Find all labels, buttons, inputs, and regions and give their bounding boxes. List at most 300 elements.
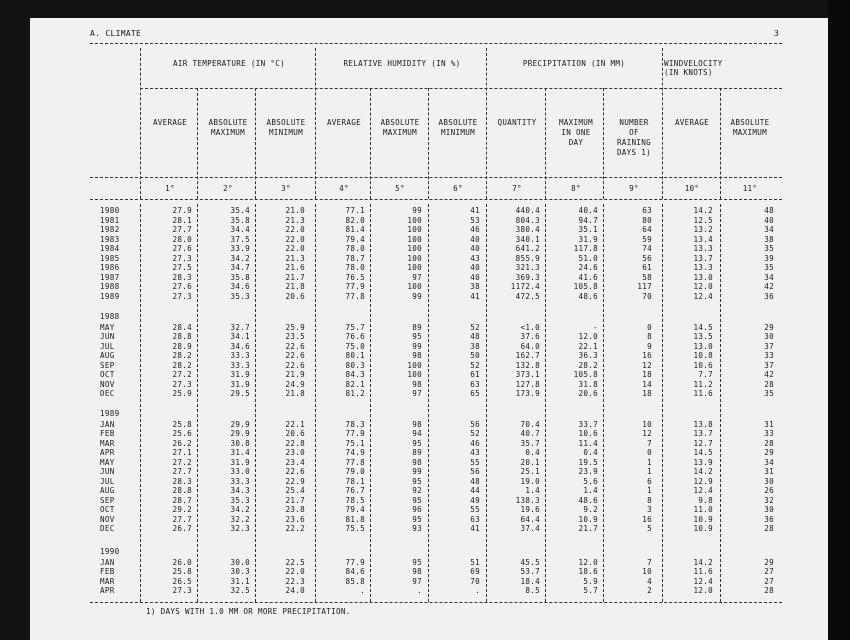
table-cell: 98 (412, 351, 422, 360)
table-cell: 36 (764, 291, 774, 301)
table-cell: 20.6 (285, 429, 305, 438)
table-cell: 34.2 (230, 253, 250, 263)
table-cell: 22.3 (285, 576, 305, 586)
column-header: OF (629, 128, 639, 137)
table-cell: <1.0 (520, 322, 540, 332)
table-cell: 77.9 (345, 429, 365, 438)
table-cell: 23.5 (285, 332, 305, 341)
table-cell: 3 (647, 505, 652, 514)
column-header: AVERAGE (152, 118, 188, 127)
table-cell: 25.9 (285, 322, 305, 332)
table-cell: 9 (647, 341, 652, 351)
table-cell: 14.5 (693, 322, 713, 332)
row-label: JAN (100, 419, 115, 429)
table-cell: 78.0 (345, 244, 365, 253)
table-cell: 76.5 (345, 272, 365, 282)
row-label: MAY (100, 322, 115, 332)
group-header-wind-velocity: WINDVELOCITY (664, 59, 723, 68)
table-cell: 24.0 (285, 586, 305, 595)
table-cell: 13.5 (693, 332, 713, 341)
table-cell: 37.5 (230, 234, 250, 244)
table-cell: 22.6 (285, 341, 305, 351)
table-cell: 22.8 (285, 438, 305, 448)
table-cell: 14.2 (693, 557, 713, 567)
table-cell: 100 (407, 370, 422, 379)
row-label: JUN (100, 332, 115, 341)
table-cell: 5.6 (583, 476, 598, 486)
column-header: MINIMUM (268, 128, 304, 137)
scanner-edge (828, 0, 850, 640)
table-cell: 22.1 (578, 341, 598, 351)
table-cell: 21.8 (285, 282, 305, 291)
table-cell: 25.4 (285, 486, 305, 495)
table-cell: 97 (412, 576, 422, 586)
table-cell: 14.5 (693, 448, 713, 457)
table-cell: 79.0 (345, 467, 365, 476)
table-cell: 37 (764, 360, 774, 370)
table-cell: 26.2 (172, 438, 192, 448)
column-header: AVERAGE (674, 118, 710, 127)
table-cell: 440.4 (515, 206, 540, 215)
table-cell: 380.4 (515, 225, 540, 234)
table-cell: 33.3 (230, 476, 250, 486)
table-cell: 20.6 (285, 291, 305, 301)
table-cell: 25.6 (172, 429, 192, 438)
table-cell: 31.1 (230, 576, 250, 586)
table-cell: 70 (642, 291, 652, 301)
table-cell: 43 (470, 253, 480, 263)
table-cell: 30.8 (230, 438, 250, 448)
table-cell: 13.3 (693, 244, 713, 253)
table-cell: 105.8 (573, 282, 598, 291)
year-heading: 1988 (100, 312, 120, 321)
table-cell: 369.3 (515, 272, 540, 282)
table-cell: 29.9 (230, 429, 250, 438)
table-cell: 95 (412, 332, 422, 341)
table-cell: 25.8 (172, 419, 192, 429)
table-cell: 75.7 (345, 322, 365, 332)
table-cell: 16 (642, 514, 652, 524)
table-cell: 10.8 (693, 351, 713, 360)
table-cell: 41 (470, 291, 480, 301)
table-cell: 23.6 (285, 514, 305, 524)
table-cell: 85.8 (345, 576, 365, 586)
group-header-rule (140, 88, 782, 89)
table-cell: 10.9 (578, 514, 598, 524)
table-cell: 100 (407, 225, 422, 234)
table-cell: 22.6 (285, 351, 305, 360)
table-cell: 27.7 (172, 467, 192, 476)
table-cell: 27.6 (172, 282, 192, 291)
table-cell: 28.7 (172, 495, 192, 505)
table-cell: 21.0 (285, 206, 305, 215)
column-number-rule (90, 199, 782, 200)
table-cell: 31.9 (230, 370, 250, 379)
column-number: 4° (339, 184, 349, 193)
table-cell: 48 (764, 206, 774, 215)
table-cell: 100 (407, 263, 422, 272)
table-cell: 9.8 (698, 495, 713, 505)
table-cell: 31.4 (230, 448, 250, 457)
table-cell: 95 (412, 514, 422, 524)
table-cell: 31.9 (230, 457, 250, 467)
table-cell: 28 (764, 438, 774, 448)
table-cell: 34.7 (230, 263, 250, 272)
table-cell: 100 (407, 360, 422, 370)
table-cell: 41 (470, 206, 480, 215)
table-cell: 19.5 (578, 457, 598, 467)
table-cell: 13.9 (693, 457, 713, 467)
table-cell: 2 (647, 586, 652, 595)
section-title: A. CLIMATE (90, 29, 142, 38)
column-number: 2° (223, 184, 233, 193)
table-cell: 29 (764, 448, 774, 457)
row-label: 1988 (100, 282, 120, 291)
table-cell: 22.0 (285, 244, 305, 253)
column-divider (370, 88, 371, 199)
table-cell: 35.3 (230, 291, 250, 301)
table-cell: 5 (647, 524, 652, 533)
table-cell: 18 (642, 370, 652, 379)
table-cell: 10 (642, 567, 652, 576)
table-cell: 14.2 (693, 206, 713, 215)
table-cell: 82.1 (345, 379, 365, 389)
table-cell: 94 (412, 429, 422, 438)
column-divider (315, 48, 316, 199)
table-cell: 77.8 (345, 291, 365, 301)
table-cell: 31.8 (578, 379, 598, 389)
table-cell: 21.6 (285, 263, 305, 272)
table-cell: 12 (642, 360, 652, 370)
table-cell: 10.6 (693, 360, 713, 370)
table-cell: 56 (470, 467, 480, 476)
table-cell: 79.4 (345, 505, 365, 514)
row-label: 1981 (100, 215, 120, 225)
table-cell: 127.8 (515, 379, 540, 389)
table-cell: 321.3 (515, 263, 540, 272)
row-label: APR (100, 586, 115, 595)
table-cell: 100 (407, 244, 422, 253)
table-cell: 28.2 (172, 351, 192, 360)
row-label: JUL (100, 476, 115, 486)
row-label: FEB (100, 567, 115, 576)
table-cell: 98 (412, 379, 422, 389)
table-cell: 27.1 (172, 448, 192, 457)
document-page (30, 18, 828, 640)
table-cell: 24.6 (578, 263, 598, 272)
table-cell: 61 (470, 370, 480, 379)
column-divider (720, 88, 721, 199)
table-cell: 33.7 (578, 419, 598, 429)
table-cell: 28.2 (172, 360, 192, 370)
table-cell: 64.4 (520, 514, 540, 524)
table-cell: 105.8 (573, 370, 598, 379)
table-cell: 20.1 (520, 457, 540, 467)
table-cell: 28.3 (172, 476, 192, 486)
row-label: SEP (100, 495, 115, 505)
column-header: ABSOLUTE (266, 118, 306, 127)
table-cell: 12.9 (693, 476, 713, 486)
column-header: MAXIMUM (732, 128, 768, 137)
table-cell: 14.2 (693, 467, 713, 476)
table-cell: 11.6 (693, 389, 713, 398)
table-cell: 16 (642, 351, 652, 360)
table-cell: 40 (764, 215, 774, 225)
table-cell: 29.5 (230, 389, 250, 398)
column-divider (545, 88, 546, 199)
table-cell: 30.3 (230, 567, 250, 576)
table-cell: 99 (412, 467, 422, 476)
table-cell: 37.4 (520, 524, 540, 533)
table-cell: 40 (470, 244, 480, 253)
table-cell: 84.6 (345, 567, 365, 576)
table-cell: 18 (642, 389, 652, 398)
table-cell: 35 (764, 263, 774, 272)
table-cell: 36 (764, 514, 774, 524)
table-cell: 98 (412, 419, 422, 429)
table-cell: 100 (407, 234, 422, 244)
table-cell: 78.5 (345, 495, 365, 505)
table-cell: 11.6 (693, 567, 713, 576)
table-cell: 93 (412, 524, 422, 533)
table-cell: 82.0 (345, 215, 365, 225)
table-cell: 27.3 (172, 253, 192, 263)
table-cell: 80 (642, 215, 652, 225)
column-header: ABSOLUTE (208, 118, 248, 127)
table-cell: 39 (764, 253, 774, 263)
table-cell: 27.3 (172, 291, 192, 301)
column-header: ABSOLUTE (438, 118, 478, 127)
table-cell: 12.0 (693, 282, 713, 291)
table-cell: 95 (412, 557, 422, 567)
table-cell: 45.5 (520, 557, 540, 567)
row-label: JUL (100, 341, 115, 351)
table-cell: 95 (412, 476, 422, 486)
table-cell: 13.2 (693, 225, 713, 234)
table-cell: 27.7 (172, 225, 192, 234)
table-cell: 5.9 (583, 576, 598, 586)
table-cell: 25.1 (520, 467, 540, 476)
table-cell: 61 (642, 263, 652, 272)
table-cell: 11.2 (693, 379, 713, 389)
table-cell: 6 (647, 476, 652, 486)
table-cell: 7.7 (698, 370, 713, 379)
table-cell: 32.5 (230, 586, 250, 595)
table-cell: 33 (764, 351, 774, 360)
table-cell: 27.2 (172, 457, 192, 467)
table-cell: 11.0 (693, 505, 713, 514)
header-rule (90, 177, 782, 178)
table-cell: 36.3 (578, 351, 598, 360)
table-cell: 22.6 (285, 467, 305, 476)
table-cell: 8.5 (525, 586, 540, 595)
table-cell: 10.9 (693, 514, 713, 524)
table-cell: 173.9 (515, 389, 540, 398)
row-label: OCT (100, 505, 115, 514)
table-cell: 13.0 (693, 272, 713, 282)
table-cell: 53 (470, 215, 480, 225)
table-cell: 27.3 (172, 586, 192, 595)
table-cell: 18.4 (520, 576, 540, 586)
table-cell: 0.4 (525, 448, 540, 457)
table-cell: 31.9 (230, 379, 250, 389)
table-cell: 34.4 (230, 225, 250, 234)
table-cell: 33 (764, 429, 774, 438)
table-cell: 84.3 (345, 370, 365, 379)
table-cell: 28 (764, 524, 774, 533)
table-cell: 38 (470, 341, 480, 351)
footnote: 1) DAYS WITH 1.0 MM OR MORE PRECIPITATION. (146, 607, 351, 616)
table-cell: 81.4 (345, 225, 365, 234)
table-cell: 27.5 (172, 263, 192, 272)
table-cell: 50 (470, 351, 480, 360)
table-cell: 51.0 (578, 253, 598, 263)
column-number: 1° (165, 184, 175, 193)
table-cell: 33.3 (230, 351, 250, 360)
table-cell: 99 (412, 206, 422, 215)
table-cell: 132.8 (515, 360, 540, 370)
table-cell: 49 (470, 495, 480, 505)
table-cell: 12.0 (578, 332, 598, 341)
table-cell: 38 (764, 234, 774, 244)
table-cell: 63 (470, 514, 480, 524)
row-label: 1986 (100, 263, 120, 272)
table-cell: - (593, 322, 598, 332)
table-cell: 55 (470, 457, 480, 467)
table-cell: 804.3 (515, 215, 540, 225)
table-cell: 78.3 (345, 419, 365, 429)
table-cell: 35 (764, 244, 774, 253)
table-cell: 13.8 (693, 419, 713, 429)
table-cell: 22.0 (285, 225, 305, 234)
table-cell: 855.9 (515, 253, 540, 263)
table-cell: 78.1 (345, 476, 365, 486)
table-cell: 98 (412, 457, 422, 467)
row-label: APR (100, 448, 115, 457)
table-cell: 26 (764, 486, 774, 495)
table-cell: 35.4 (230, 206, 250, 215)
table-cell: 70.4 (520, 419, 540, 429)
table-cell: 35.8 (230, 215, 250, 225)
column-number: 5° (395, 184, 405, 193)
column-header: IN ONE (561, 128, 591, 137)
row-label: 1987 (100, 272, 120, 282)
table-cell: 43 (470, 448, 480, 457)
table-cell: 19.0 (520, 476, 540, 486)
table-cell: 77.1 (345, 206, 365, 215)
column-header: NUMBER (619, 118, 649, 127)
table-cell: 1.4 (583, 486, 598, 495)
table-cell: 56 (470, 419, 480, 429)
table-cell: 42 (764, 282, 774, 291)
column-header: DAYS 1) (616, 148, 652, 157)
table-cell: 77.9 (345, 557, 365, 567)
table-cell: 34.1 (230, 332, 250, 341)
row-label: 1983 (100, 234, 120, 244)
table-cell: 63 (642, 206, 652, 215)
column-number: 11° (742, 184, 758, 193)
table-cell: 30.0 (230, 557, 250, 567)
table-cell: 81.2 (345, 389, 365, 398)
table-cell: 80.1 (345, 351, 365, 360)
column-divider (603, 88, 604, 199)
table-cell: 32.7 (230, 322, 250, 332)
table-cell: 28.2 (578, 360, 598, 370)
table-cell: 23.0 (285, 448, 305, 457)
table-cell: 41.6 (578, 272, 598, 282)
table-cell: 12.4 (693, 291, 713, 301)
table-cell: 48 (470, 332, 480, 341)
table-cell: 58 (642, 272, 652, 282)
table-cell: 98 (412, 567, 422, 576)
table-cell: 97 (412, 272, 422, 282)
table-cell: 42 (764, 370, 774, 379)
table-cell: 10.9 (693, 524, 713, 533)
column-divider (486, 48, 487, 199)
table-cell: 27.3 (172, 379, 192, 389)
column-header: QUANTITY (497, 118, 537, 127)
row-label: SEP (100, 360, 115, 370)
table-cell: 77.9 (345, 282, 365, 291)
table-cell: 76.6 (345, 332, 365, 341)
table-cell: 40 (470, 234, 480, 244)
table-cell: 29 (764, 557, 774, 567)
table-cell: 14 (642, 379, 652, 389)
row-label: JUN (100, 467, 115, 476)
table-cell: 40.4 (578, 206, 598, 215)
table-cell: 13.0 (693, 341, 713, 351)
table-cell: 28.4 (172, 322, 192, 332)
table-cell: 100 (407, 253, 422, 263)
table-cell: 95 (412, 495, 422, 505)
table-cell: 12.0 (693, 586, 713, 595)
table-cell: 10.6 (578, 429, 598, 438)
column-header: MAXIMUM (558, 118, 594, 127)
table-cell: 8 (647, 495, 652, 505)
table-cell: 28.1 (172, 215, 192, 225)
table-cell: 0.4 (583, 448, 598, 457)
table-cell: 31.9 (578, 234, 598, 244)
table-cell: 117.8 (573, 244, 598, 253)
column-divider (197, 88, 198, 199)
table-cell: 22.0 (285, 234, 305, 244)
table-cell: 21.3 (285, 215, 305, 225)
table-cell: 75.1 (345, 438, 365, 448)
table-cell: 1 (647, 486, 652, 495)
group-header-wind-velocity-unit: (IN KNOTS) (664, 68, 713, 77)
table-cell: 80.3 (345, 360, 365, 370)
table-cell: 26.5 (172, 576, 192, 586)
table-cell: 74 (642, 244, 652, 253)
table-cell: 92 (412, 486, 422, 495)
row-label: MAR (100, 438, 115, 448)
table-cell: 1.4 (525, 486, 540, 495)
table-cell: 52 (470, 360, 480, 370)
column-divider (662, 48, 663, 199)
table-cell: 28.3 (172, 272, 192, 282)
table-cell: 22.9 (285, 476, 305, 486)
table-cell: 38 (470, 282, 480, 291)
table-cell: 34.3 (230, 486, 250, 495)
column-number: 7° (512, 184, 522, 193)
table-cell: 22.1 (285, 419, 305, 429)
column-number: 9° (629, 184, 639, 193)
column-divider (428, 88, 429, 199)
table-cell: 52 (470, 322, 480, 332)
table-cell: 13.3 (693, 263, 713, 272)
table-cell: 138.3 (515, 495, 540, 505)
table-cell: 29.2 (172, 505, 192, 514)
